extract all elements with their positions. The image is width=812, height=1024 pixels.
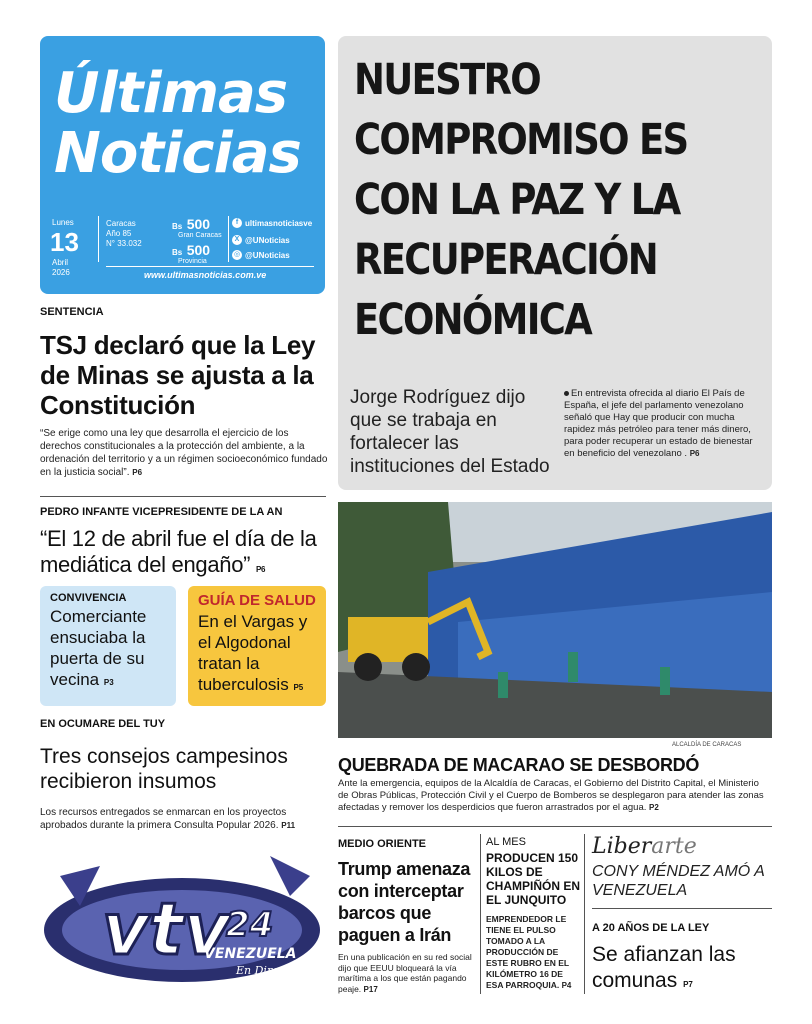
day-name: Lunes bbox=[52, 218, 74, 227]
social-x[interactable]: X @UNoticias bbox=[232, 235, 290, 245]
newspaper-logo: Últimas Noticias bbox=[54, 61, 301, 186]
website-link[interactable]: www.ultimasnoticias.com.ve bbox=[144, 270, 267, 280]
divider bbox=[480, 834, 481, 994]
story-convivencia[interactable] bbox=[40, 586, 176, 706]
body-trump: En una publicación en su red social dijo que EEUU bloqueará la vía marítima a los que están pagando peaje. P17 bbox=[338, 952, 472, 994]
worker bbox=[568, 652, 578, 682]
story-guia-salud[interactable] bbox=[188, 586, 326, 706]
divider bbox=[106, 266, 314, 267]
photo-quebrada bbox=[338, 502, 772, 738]
month: Abril bbox=[52, 258, 69, 267]
x-icon: X bbox=[232, 235, 242, 245]
logo-splash bbox=[270, 856, 310, 896]
liberarte-logo: Liberarte bbox=[592, 834, 697, 859]
kicker-pedro: PEDRO INFANTE VICEPRESIDENTE DE LA AN bbox=[40, 506, 283, 518]
worker bbox=[660, 667, 670, 695]
price-gran-caracas: Bs 500 bbox=[172, 216, 211, 232]
logo-text: vtv bbox=[102, 887, 231, 971]
headline-champinon[interactable]: PRODUCEN 150 KILOS DE CHAMPIÑÓN EN EL JUNQUITO bbox=[486, 851, 581, 907]
headline-salud: En el Vargas y el Algodonal tratan la tuberculosis P5 bbox=[198, 612, 308, 694]
headline-convivencia: Comerciante ensuciaba la puerta de su vecina P3 bbox=[50, 607, 147, 689]
logo-tagline: En Directo bbox=[236, 964, 296, 977]
instagram-icon: ◎ bbox=[233, 251, 241, 258]
divider bbox=[338, 826, 772, 827]
year: 2026 bbox=[52, 268, 70, 277]
logo-number: 24 bbox=[226, 905, 274, 945]
worker bbox=[498, 672, 508, 698]
divider bbox=[584, 834, 585, 994]
lead-subhead: Jorge Rodríguez dijo que se trabaja en fortalecer las instituciones del Estado bbox=[350, 387, 550, 477]
price-label: Provincia bbox=[178, 258, 207, 265]
headline-pedro[interactable]: “El 12 de abril fue el día de la mediática del engaño” P6 bbox=[40, 526, 317, 577]
body-tsj: “Se erige como una ley que desarrolla el ejercicio de los derechos constitucionales a la protección del ambiente, a la ordenación del territorio y a un régimen socioeconómico fundado en la justicia social”. P6 bbox=[40, 428, 328, 478]
price-label: Gran Caracas bbox=[178, 232, 222, 239]
divider bbox=[228, 216, 229, 262]
facebook-icon: f bbox=[232, 218, 242, 228]
kicker-comunas: A 20 AÑOS DE LA LEY bbox=[592, 922, 710, 934]
logo-country: VENEZUELA bbox=[204, 946, 297, 962]
headline-comunas[interactable]: Se afianzan las comunas P7 bbox=[592, 943, 736, 992]
price-provincia: Bs 500 bbox=[172, 242, 211, 258]
headline-ocumare[interactable]: Tres consejos campesinos recibieron insumos bbox=[40, 745, 288, 793]
edition-info: Caracas Año 85 N° 33.032 bbox=[106, 219, 142, 248]
bullet-icon bbox=[564, 391, 569, 396]
divider bbox=[98, 216, 99, 262]
kicker-convivencia: CONVIVENCIA bbox=[50, 592, 127, 604]
body-champinon: EMPRENDEDOR LE TIENE EL PULSO TOMADO A LA PRODUCCIÓN DE ESTE RUBRO EN EL KILÓMETRO 16 DE ESA PARROQUIA. P4 bbox=[486, 914, 572, 990]
lead-story[interactable] bbox=[338, 36, 772, 490]
headline-liberarte[interactable]: CONY MÉNDEZ AMÓ A VENEZUELA bbox=[592, 863, 765, 899]
divider bbox=[40, 496, 326, 497]
masthead bbox=[40, 36, 325, 294]
headline-trump[interactable]: Trump amenaza con interceptar barcos que paguen a Irán bbox=[338, 859, 471, 945]
divider bbox=[592, 908, 772, 909]
photo-credit: ALCALDÍA DE CARACAS bbox=[672, 742, 742, 748]
kicker-guia-salud: GUÍA DE SALUD bbox=[198, 592, 316, 609]
social-instagram[interactable]: ◎ @UNoticias bbox=[233, 250, 290, 260]
kicker-al-mes: AL MES bbox=[486, 836, 526, 848]
lead-body: En entrevista ofrecida al diario El País de España, el jefe del parlamento venezolano señaló que Hay que producir con mucha rapidez más petróleo para tener más dinero, para poder recuperar un estado de bienestar en beneficio del venezolano . P6 bbox=[564, 388, 753, 459]
kicker-sentencia: SENTENCIA bbox=[40, 306, 104, 318]
social-facebook[interactable]: f ultimasnoticiasve bbox=[232, 218, 312, 228]
kicker-medio-oriente: MEDIO ORIENTE bbox=[338, 838, 427, 850]
headline-tsj[interactable]: TSJ declaró que la Ley de Minas se ajusta a la Constitución bbox=[40, 330, 316, 420]
body-quebrada: Ante la emergencia, equipos de la Alcaldía de Caracas, el Gobierno del Distrito Capital, el Ministerio de Obras Públicas, Protección Civil y el Cuerpo de Bomberos se desplegaron para atender las zonas afectadas y remover los desperdicios que fueron arrastrados por el agua. P2 bbox=[338, 778, 764, 813]
body-ocumare: Los recursos entregados se enmarcan en los proyectos aprobados durante la primera Consulta Popular 2026. P11 bbox=[40, 807, 296, 831]
headline-quebrada[interactable]: QUEBRADA DE MACARAO SE DESBORDÓ bbox=[338, 755, 700, 775]
kicker-ocumare: EN OCUMARE DEL TUY bbox=[40, 718, 166, 730]
day-number: 13 bbox=[50, 227, 79, 257]
vtv-logo bbox=[40, 846, 325, 996]
lead-headline: NUESTRO COMPROMISO ES CON LA PAZ Y LA RECUPERACIÓN ECONÓMICA bbox=[354, 55, 688, 345]
